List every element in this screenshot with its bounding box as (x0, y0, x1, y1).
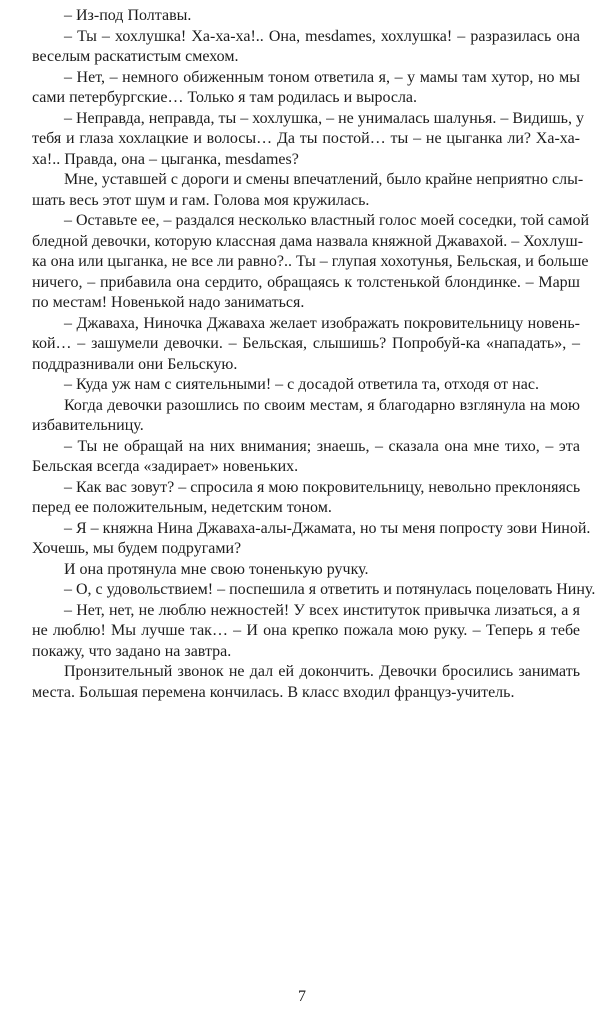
paragraph (32, 580, 596, 601)
paragraph (32, 662, 580, 703)
text-line: перед ее положительным, недетским тоном. (32, 499, 332, 516)
text-line: места. Большая перемена кончилась. В класс входил француз-учитель. (32, 683, 515, 701)
text-line: – Куда уж нам с сиятельными! – с досадой ответила та, отходя от нас. (64, 376, 539, 393)
paragraph (32, 27, 580, 68)
paragraph (32, 170, 584, 211)
paragraph (32, 68, 580, 109)
text-line: веселым раскатистым смехом. (32, 48, 239, 65)
text-line: шать весь этот шум и гам. Голова моя кружилась. (32, 191, 370, 209)
text-line: избавительницу. (32, 417, 144, 434)
text-line: – Ты – хохлушка! Ха-ха-ха!.. Она, mesdames, хохлушка! – разразилась она (64, 27, 580, 45)
text-line: – Джаваха, Ниночка Джаваха желает изображать покровительницу новень- (64, 314, 580, 332)
text-line: ка она или цыганка, не все ли равно?.. Ты – глупая хохотунья, Бельская, и больше (32, 253, 589, 270)
text-line: тебя и глаза хохлацкие и волосы… Да ты постой… ты – не цыганка ли? Ха-ха- (32, 130, 580, 147)
text-line: не люблю! Мы лучше так… – И она крепко пожала мою руку. – Теперь я тебе (32, 622, 580, 639)
text-line: бледной девочки, которую классная дама назвала княжной Джавахой. – Хохлуш- (32, 232, 584, 250)
text-line: сами петербургские… Только я там родилась и выросла. (32, 89, 418, 106)
text-line: – Как вас зовут? – спросила я мою покровительницу, невольно преклоняясь (64, 478, 581, 496)
paragraph (32, 396, 580, 437)
text-line: – Оставьте ее, – раздался несколько властный голос моей соседки, той самой (64, 212, 590, 229)
paragraph (32, 109, 584, 171)
text-line: И она протянула мне свою тоненькую ручку. (64, 560, 369, 578)
text-line: поддразнивали они Бельскую. (32, 355, 238, 373)
paragraph (32, 314, 580, 376)
text-line: – О, с удовольствием! – поспешила я ответить и потянулась поцеловать Нину. (64, 581, 596, 598)
text-line: Когда девочки разошлись по своим местам, я благодарно взглянула на мою (64, 396, 580, 414)
text-line: – Ты не обращай на них внимания; знаешь, – сказала она мне тихо, – эта (64, 437, 580, 455)
text-line: – Нет, – немного обиженным тоном ответила я, – у мамы там хутор, но мы (64, 68, 580, 86)
paragraph (32, 560, 580, 581)
paragraph (32, 601, 580, 663)
text-line: ничего, – прибавила она сердито, обращаясь к толстенькой блондинке. – Марш (32, 273, 580, 291)
paragraph (32, 211, 590, 314)
text-line: ха!.. Правда, она – цыганка, mesdames? (32, 150, 299, 168)
text-line: кой… – зашумели девочки. – Бельская, слышишь? Попробуй-ка «нападать», – (32, 335, 580, 352)
paragraph (32, 519, 591, 560)
text-line: по местам! Новенькой надо заниматься. (32, 294, 305, 311)
text-line: Мне, уставшей с дороги и смены впечатлений, было крайне неприятно слы- (64, 171, 584, 188)
text-line: – Неправда, неправда, ты – хохлушка, – не унималась шалунья. – Видишь, у (64, 109, 584, 127)
page-body (32, 6, 596, 703)
paragraph (32, 437, 580, 478)
text-line: Хочешь, мы будем подругами? (32, 540, 242, 557)
paragraph (32, 6, 580, 27)
text-line: – Я – княжна Нина Джаваха-алы-Джамата, но ты меня попросту зови Ниной. (64, 519, 591, 537)
page-number: 7 (298, 988, 306, 1005)
text-line: Пронзительный звонок не дал ей докончить. Девочки бросились занимать (64, 663, 580, 680)
text-line: покажу, что задано на завтра. (32, 642, 232, 660)
text-line: Бельская всегда «задирает» новеньких. (32, 458, 299, 475)
text-line: – Нет, нет, не люблю нежностей! У всех институток привычка лизаться, а я (64, 601, 580, 619)
text-line: – Из-под Полтавы. (64, 7, 192, 24)
paragraph (32, 478, 580, 519)
paragraph (32, 375, 580, 396)
